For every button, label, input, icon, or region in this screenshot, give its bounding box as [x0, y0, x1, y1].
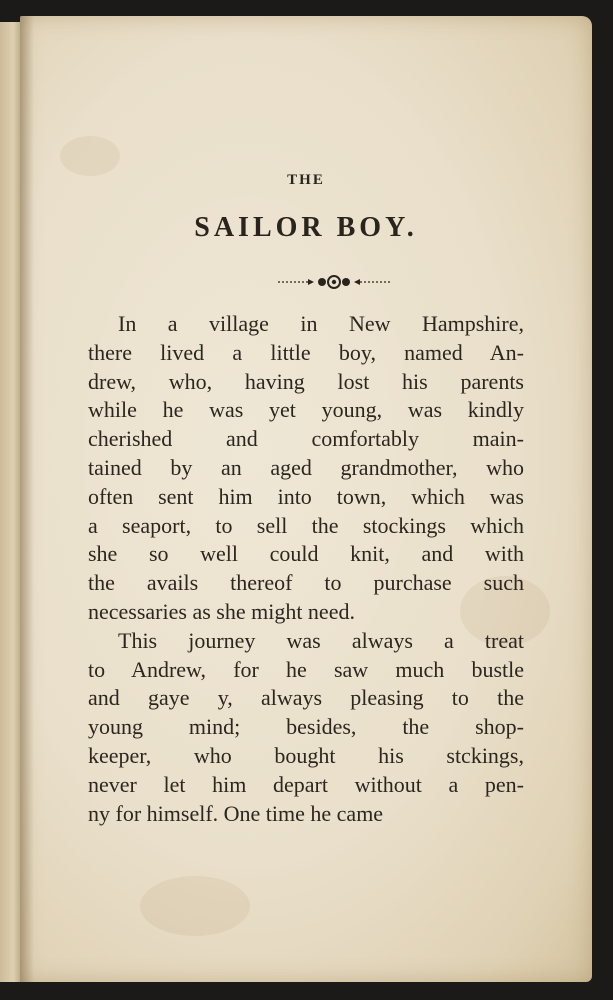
text-line: cherished and comfortably main-	[88, 426, 524, 452]
ornament-rule-icon	[274, 272, 394, 292]
text-line: tained by an aged grandmother, who	[88, 454, 524, 480]
text-line: keeper, who bought his stckings,	[88, 742, 524, 768]
text-line: she so well could knit, and with	[88, 541, 524, 567]
text-line: and gaye y, always pleasing to the	[88, 685, 524, 711]
text-line: a seaport, to sell the stockings which	[88, 512, 524, 538]
page-title: SAILOR BOY.	[194, 212, 418, 243]
text-line: ny for himself. One time he came	[88, 800, 384, 826]
text-line: while he was yet young, was kindly	[88, 397, 524, 423]
text-line: drew, who, having lost his parents	[88, 368, 524, 394]
text-line: there lived a little boy, named An-	[88, 339, 524, 365]
previous-page-edge	[0, 22, 22, 982]
heading-the: THE	[287, 172, 325, 188]
book-page	[20, 16, 592, 982]
paragraph-1	[88, 310, 524, 627]
text-line: young mind; besides, the shop-	[88, 714, 524, 740]
text-line: This journey was always a treat	[118, 627, 524, 653]
body-text	[88, 310, 524, 828]
paragraph-2	[88, 627, 524, 829]
foxing-stain	[140, 876, 250, 936]
text-line: In a village in New Hampshire,	[118, 311, 524, 336]
text-line: never let him depart without a pen-	[88, 771, 524, 797]
text-line: often sent him into town, which was	[88, 483, 524, 509]
text-line: to Andrew, for he saw much bustle	[88, 656, 524, 682]
foxing-stain	[60, 136, 120, 176]
text-line: the avails thereof to purchase such	[88, 570, 524, 596]
text-line: necessaries as she might need.	[88, 598, 355, 624]
page-gutter-shadow	[20, 16, 34, 982]
